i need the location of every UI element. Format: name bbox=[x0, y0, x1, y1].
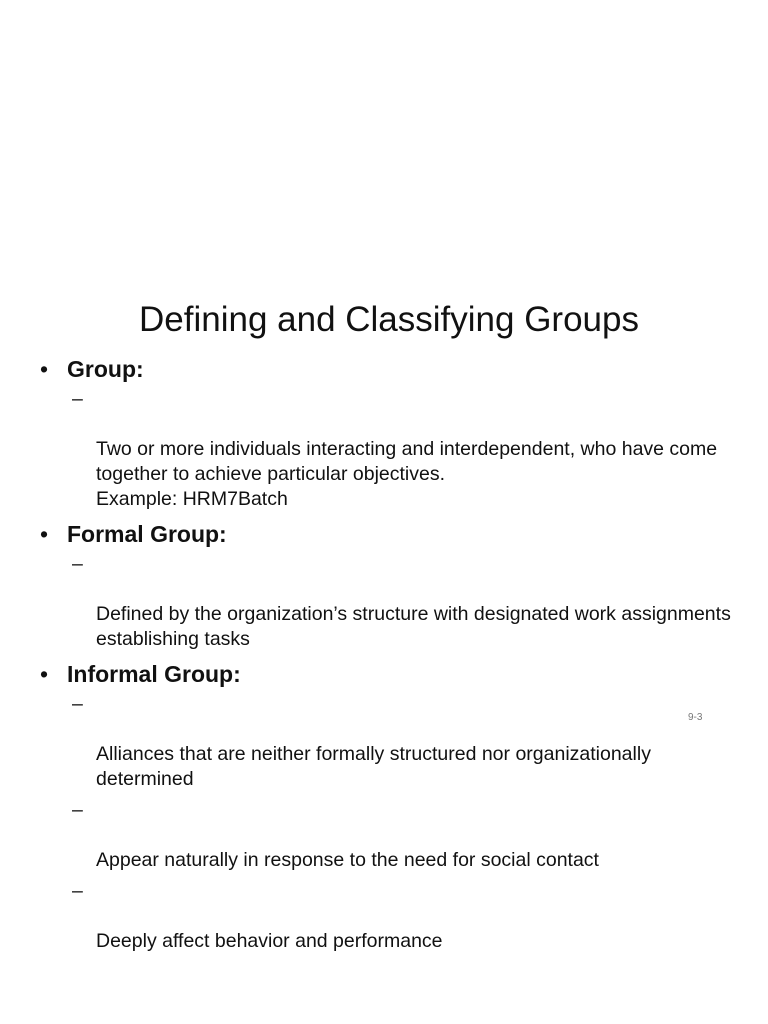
sub-item-text: Appear naturally in response to the need for social contact bbox=[96, 849, 599, 871]
bullet-heading-group bbox=[40, 354, 740, 384]
bullet-heading-text: Formal Group: bbox=[67, 521, 227, 547]
bullet-icon: • bbox=[40, 521, 49, 547]
dash-icon: – bbox=[72, 693, 83, 715]
dash-icon: – bbox=[72, 388, 83, 410]
dash-icon: – bbox=[72, 553, 83, 575]
slide-title: Defining and Classifying Groups bbox=[139, 300, 639, 339]
sub-item-text: Two or more individuals interacting and interdependent, who have come together to achieve particular objectives. Example: HRM7Batch bbox=[96, 438, 718, 510]
sub-item bbox=[40, 879, 740, 954]
sub-item-text: Defined by the organization’s structure with designated work assignments establishing tasks bbox=[96, 603, 731, 650]
bullet-heading-text: Informal Group: bbox=[67, 661, 241, 687]
bullet-heading-text: Group: bbox=[67, 356, 144, 382]
sub-item bbox=[40, 692, 740, 792]
bullet-icon: • bbox=[40, 356, 49, 382]
bullet-icon: • bbox=[40, 661, 49, 687]
bullet-heading-informal-group bbox=[40, 659, 740, 689]
sub-list bbox=[40, 387, 740, 512]
bullet-formal-group bbox=[40, 519, 740, 652]
slide-content bbox=[40, 354, 740, 954]
bullet-group bbox=[40, 354, 740, 512]
sub-item bbox=[40, 798, 740, 873]
sub-item-text: Deeply affect behavior and performance bbox=[96, 930, 443, 952]
sub-item bbox=[40, 552, 740, 652]
dash-icon: – bbox=[72, 799, 83, 821]
slide-number: 9-3 bbox=[688, 712, 703, 723]
sub-item-text: Alliances that are neither formally structured nor organizationally determined bbox=[96, 743, 651, 790]
bullet-informal-group bbox=[40, 659, 740, 954]
sub-item bbox=[40, 387, 740, 512]
bullet-heading-formal-group bbox=[40, 519, 740, 549]
sub-list bbox=[40, 692, 740, 954]
dash-icon: – bbox=[72, 880, 83, 902]
sub-list bbox=[40, 552, 740, 652]
